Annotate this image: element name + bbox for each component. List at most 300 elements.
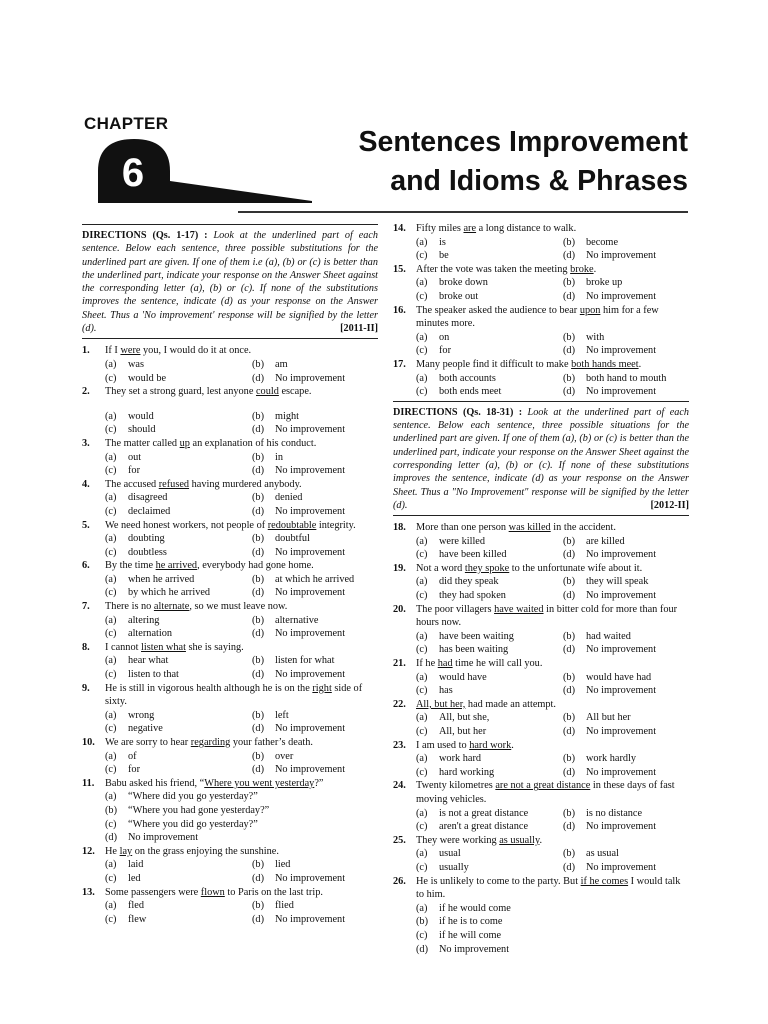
- option-letter: (c): [416, 861, 428, 873]
- question-stem: [393, 779, 689, 806]
- option-text: is: [439, 236, 446, 248]
- option-text: both ends meet: [439, 386, 502, 398]
- option-letter: (c): [416, 549, 428, 561]
- option-letter: (b): [252, 859, 265, 871]
- question-item: [393, 304, 689, 358]
- question-text: [105, 683, 362, 708]
- option-letter: (d): [563, 590, 576, 602]
- option-text: “Where you did go yesterday?”: [128, 818, 258, 830]
- option-c[interactable]: [416, 548, 563, 562]
- option-a[interactable]: [105, 532, 252, 546]
- option-text: would have: [439, 671, 487, 683]
- option-letter: (b): [252, 358, 265, 370]
- option-a[interactable]: [416, 331, 563, 345]
- option-a[interactable]: [105, 410, 252, 424]
- option-a[interactable]: [416, 807, 563, 821]
- question-text: [416, 835, 542, 846]
- question-stem: [82, 478, 378, 492]
- option-d[interactable]: [563, 820, 689, 834]
- directions-text: Look at the underlined part of each sentence. Below each sentence, three possible substitutions for the underlined part are given. If one of them i.e (a), (b) or (c) is better than the underlined part, indicate your response on the Answer Sheet against the corresponding letter (a), (b) or (c). If none of the substitutions improves the sentence, indicate (d) as your response on the Answer Sheet. Thus a 'No improvement' response will be signified by the letter (d).: [82, 230, 379, 335]
- options-grid: [82, 790, 378, 844]
- question-number: 10.: [82, 737, 95, 748]
- option-a[interactable]: [105, 899, 252, 913]
- option-letter: (b): [252, 410, 265, 422]
- option-text: lied: [275, 859, 291, 871]
- question-stem: [82, 641, 378, 655]
- option-text: they will speak: [586, 576, 649, 588]
- option-text: am: [275, 358, 288, 370]
- option-b[interactable]: [563, 807, 689, 821]
- option-b[interactable]: [252, 709, 378, 723]
- question-item: [393, 222, 689, 263]
- question-stem: [82, 845, 378, 859]
- option-a[interactable]: [416, 847, 563, 861]
- question-item: [393, 739, 689, 780]
- option-c[interactable]: [105, 872, 252, 886]
- option-a[interactable]: [105, 451, 252, 465]
- option-text: both accounts: [439, 372, 496, 384]
- option-letter: (a): [416, 576, 428, 588]
- option-a[interactable]: [105, 654, 252, 668]
- option-letter: (b): [563, 277, 576, 289]
- option-d[interactable]: [563, 290, 689, 304]
- option-d[interactable]: [252, 372, 378, 386]
- option-letter: (a): [105, 750, 117, 762]
- question-item: [82, 886, 378, 927]
- option-text: if he would come: [439, 902, 511, 914]
- option-d[interactable]: [252, 423, 378, 437]
- option-text: disagreed: [128, 492, 168, 504]
- option-c[interactable]: [105, 913, 252, 927]
- option-a[interactable]: [105, 358, 252, 372]
- option-text: usually: [439, 861, 469, 873]
- option-letter: (a): [105, 614, 117, 626]
- option-c[interactable]: [416, 249, 563, 263]
- option-text: No improvement: [275, 505, 346, 517]
- option-a[interactable]: [416, 630, 563, 644]
- option-b[interactable]: [252, 491, 378, 505]
- chapter-title-line-2: and Idioms & Phrases: [390, 165, 688, 197]
- option-text: if he will come: [439, 929, 502, 941]
- option-letter: (b): [563, 630, 576, 642]
- question-item: [393, 779, 689, 833]
- option-letter: (a): [416, 848, 428, 860]
- options-grid: [393, 575, 689, 602]
- question-text-after: , so we must leave now.: [189, 601, 288, 613]
- option-a[interactable]: [105, 790, 378, 804]
- option-text: doubtless: [128, 546, 167, 558]
- option-letter: (c): [416, 644, 428, 656]
- option-text: out: [128, 451, 142, 463]
- option-text: for: [439, 345, 452, 357]
- option-letter: (d): [252, 465, 265, 477]
- options-grid: [82, 614, 378, 641]
- question-stem: [393, 304, 689, 331]
- option-d[interactable]: [252, 464, 378, 478]
- option-b[interactable]: [563, 372, 689, 386]
- option-b[interactable]: [563, 711, 689, 725]
- option-b[interactable]: [563, 236, 689, 250]
- option-letter: (c): [105, 872, 117, 884]
- option-text: alternative: [275, 614, 319, 626]
- question-text-before: After the vote was taken the meeting: [416, 263, 571, 275]
- option-text: is not a great distance: [439, 807, 529, 819]
- option-d[interactable]: [252, 627, 378, 641]
- question-item: [82, 777, 378, 845]
- option-text: No improvement: [586, 685, 657, 697]
- question-stem: [393, 603, 689, 630]
- option-b[interactable]: [252, 410, 378, 424]
- option-b[interactable]: [563, 276, 689, 290]
- question-text-before: They were working: [416, 834, 500, 846]
- underlined-part: refused: [158, 478, 190, 490]
- option-c[interactable]: [105, 505, 252, 519]
- option-b[interactable]: [252, 858, 378, 872]
- question-text-after: .: [638, 358, 642, 370]
- underlined-part: were: [120, 345, 141, 357]
- option-b[interactable]: [563, 752, 689, 766]
- option-a[interactable]: [416, 575, 563, 589]
- options-grid: [82, 491, 378, 518]
- option-letter: (d): [252, 669, 265, 681]
- question-stem: [82, 600, 378, 614]
- option-text: No improvement: [586, 290, 657, 302]
- option-a[interactable]: [416, 372, 563, 386]
- option-letter: (c): [105, 372, 117, 384]
- option-letter: (c): [416, 590, 428, 602]
- underlined-part: redoubtable: [267, 519, 317, 531]
- question-text-after: .: [593, 263, 597, 275]
- underlined-part: flown: [200, 886, 225, 898]
- option-letter: (d): [563, 386, 576, 398]
- directions-reference: [2011-II]: [340, 323, 378, 335]
- option-text: they had spoken: [439, 590, 506, 602]
- option-letter: (d): [563, 861, 576, 873]
- option-letter: (c): [416, 726, 428, 737]
- option-c[interactable]: [105, 464, 252, 478]
- option-c[interactable]: [416, 643, 563, 657]
- option-letter: (d): [563, 685, 576, 697]
- question-number: 1.: [82, 345, 90, 357]
- question-text: [105, 642, 244, 653]
- question-text: [105, 345, 251, 356]
- question-text-after: an explanation of his conduct.: [189, 437, 317, 449]
- question-text-before: By the time: [105, 560, 156, 572]
- option-text: No improvement: [275, 723, 346, 735]
- question-text-after: time he will call you.: [452, 658, 543, 670]
- question-text-after: to the unfortunate wife about it.: [509, 562, 643, 574]
- option-text: for: [128, 764, 141, 776]
- underlined-part: alternate: [153, 601, 190, 613]
- option-b[interactable]: [252, 899, 378, 913]
- option-text: over: [275, 750, 294, 762]
- option-letter: (b): [563, 236, 576, 248]
- underlined-part: they spoke: [464, 562, 510, 574]
- question-text-after: having murdered anybody.: [189, 478, 302, 490]
- option-c[interactable]: [416, 290, 563, 304]
- question-stem: [393, 834, 689, 848]
- question-text: [105, 520, 356, 531]
- options-grid: [393, 752, 689, 779]
- option-letter: (a): [416, 236, 428, 248]
- chapter-label: CHAPTER: [84, 114, 169, 133]
- option-text: No improvement: [586, 644, 657, 656]
- option-a[interactable]: [416, 671, 563, 685]
- option-letter: (d): [563, 345, 576, 357]
- option-c[interactable]: [416, 861, 563, 875]
- underlined-part: are: [463, 223, 477, 234]
- option-letter: (a): [416, 277, 428, 289]
- question-item: [393, 562, 689, 603]
- question-text-after: .: [539, 834, 543, 846]
- option-letter: (d): [563, 644, 576, 656]
- question-stem: [393, 222, 689, 236]
- question-text: [416, 522, 616, 533]
- question-text: [416, 740, 514, 751]
- option-text: No improvement: [275, 872, 346, 884]
- option-c[interactable]: [416, 344, 563, 358]
- option-b[interactable]: [252, 451, 378, 465]
- directions-reference: [2012-II]: [650, 499, 689, 511]
- option-letter: (c): [105, 424, 117, 436]
- option-b[interactable]: [563, 671, 689, 685]
- question-text-before: Many people find it difficult to make: [416, 358, 572, 370]
- option-b[interactable]: [252, 573, 378, 587]
- option-text: has: [439, 685, 453, 697]
- option-text: fled: [128, 900, 145, 912]
- question-item: [82, 641, 378, 682]
- option-b[interactable]: [252, 358, 378, 372]
- option-d[interactable]: [563, 589, 689, 603]
- underlined-part: as usually: [499, 834, 540, 846]
- option-b[interactable]: [563, 331, 689, 345]
- option-letter: (a): [416, 902, 428, 914]
- option-text: might: [275, 410, 300, 422]
- question-number: 26.: [393, 875, 406, 887]
- option-letter: (d): [563, 726, 576, 737]
- option-letter: (b): [105, 804, 118, 816]
- question-stem: [82, 437, 378, 451]
- question-number: 7.: [82, 601, 90, 613]
- option-text: usual: [439, 848, 461, 860]
- option-text: “Where you had gone yesterday?”: [128, 804, 270, 816]
- option-letter: (c): [105, 723, 117, 735]
- question-text-after: she is saying.: [185, 641, 244, 653]
- option-d[interactable]: [563, 684, 689, 698]
- option-b[interactable]: [252, 532, 378, 546]
- options-grid: [82, 709, 378, 736]
- option-d[interactable]: [563, 344, 689, 358]
- option-b[interactable]: [252, 750, 378, 764]
- option-text: as usual: [586, 848, 619, 860]
- question-text: [105, 479, 302, 490]
- option-d[interactable]: [252, 505, 378, 519]
- question-number: 24.: [393, 780, 406, 792]
- option-b[interactable]: [563, 575, 689, 589]
- option-a[interactable]: [416, 902, 689, 916]
- question-item: [82, 736, 378, 777]
- option-b[interactable]: [105, 804, 378, 818]
- question-text-after: , everybody had gone home.: [197, 560, 314, 572]
- question-text: [105, 560, 314, 571]
- option-b[interactable]: [252, 614, 378, 628]
- question-text-before: Babu asked his friend, “: [105, 777, 205, 789]
- option-a[interactable]: [416, 535, 563, 549]
- option-d[interactable]: [563, 861, 689, 875]
- option-c[interactable]: [416, 725, 563, 739]
- option-d[interactable]: [252, 913, 378, 927]
- option-c[interactable]: [416, 929, 689, 943]
- question-text-after: him for a few minutes more.: [416, 304, 659, 330]
- option-c[interactable]: [105, 586, 252, 600]
- option-b[interactable]: [563, 630, 689, 644]
- question-item: [82, 845, 378, 886]
- option-d[interactable]: [563, 766, 689, 780]
- option-d[interactable]: [105, 831, 378, 845]
- option-letter: (a): [105, 410, 117, 422]
- underlined-part: both hands meet: [571, 358, 639, 370]
- question-text-after: had made an attempt.: [465, 698, 556, 710]
- left-column: [82, 222, 378, 926]
- question-text: [105, 778, 323, 789]
- option-d[interactable]: [252, 668, 378, 682]
- option-c[interactable]: [105, 627, 252, 641]
- option-d[interactable]: [563, 643, 689, 657]
- option-letter: (b): [252, 533, 265, 545]
- option-letter: (a): [105, 358, 117, 370]
- chapter-title: [359, 123, 688, 201]
- option-b[interactable]: [416, 915, 689, 929]
- question-number: 9.: [82, 682, 90, 694]
- option-letter: (a): [416, 372, 428, 384]
- option-d[interactable]: [563, 249, 689, 263]
- question-text: [416, 264, 596, 275]
- question-stem: [393, 875, 689, 902]
- underlined-part: had: [437, 658, 453, 670]
- option-letter: (d): [252, 723, 265, 735]
- option-letter: (d): [563, 250, 576, 262]
- option-a[interactable]: [105, 491, 252, 505]
- question-text-after: a long distance to walk.: [476, 223, 577, 234]
- option-letter: (d): [252, 505, 265, 517]
- option-d[interactable]: [416, 943, 689, 957]
- option-a[interactable]: [105, 750, 252, 764]
- option-c[interactable]: [105, 818, 378, 832]
- option-b[interactable]: [563, 535, 689, 549]
- option-text: No improvement: [275, 465, 346, 477]
- option-a[interactable]: [416, 236, 563, 250]
- question-item: [82, 600, 378, 641]
- option-text: would: [128, 410, 154, 422]
- option-text: No improvement: [586, 766, 657, 778]
- question-item: [82, 478, 378, 519]
- option-text: All, but she,: [439, 712, 490, 724]
- underlined-part: upon: [579, 304, 601, 316]
- option-b[interactable]: [563, 847, 689, 861]
- option-c[interactable]: [105, 668, 252, 682]
- option-c[interactable]: [105, 722, 252, 736]
- underlined-part: Where you went yesterday: [204, 777, 315, 789]
- question-text: [416, 780, 675, 805]
- option-text: No improvement: [586, 590, 657, 602]
- option-a[interactable]: [416, 276, 563, 290]
- option-letter: (b): [563, 671, 576, 683]
- option-letter: (c): [105, 764, 117, 776]
- option-c[interactable]: [105, 423, 252, 437]
- option-d[interactable]: [252, 763, 378, 777]
- question-text-after: in the accident.: [550, 522, 616, 534]
- chapter-number: 6: [121, 151, 145, 195]
- option-a[interactable]: [105, 573, 252, 587]
- option-d[interactable]: [563, 548, 689, 562]
- option-c[interactable]: [416, 385, 563, 399]
- question-text: [416, 699, 556, 710]
- question-item: [393, 263, 689, 304]
- option-c[interactable]: [416, 766, 563, 780]
- option-text: both hand to mouth: [586, 372, 667, 384]
- chapter-title-line-1: Sentences Improvement: [358, 126, 688, 158]
- question-text: [416, 604, 677, 629]
- option-a[interactable]: [416, 752, 563, 766]
- option-d[interactable]: [252, 586, 378, 600]
- question-stem: [82, 777, 378, 791]
- option-c[interactable]: [416, 684, 563, 698]
- option-text: was: [128, 358, 145, 370]
- option-a[interactable]: [105, 709, 252, 723]
- question-stem: [393, 698, 689, 712]
- option-d[interactable]: [252, 872, 378, 886]
- options-grid: [82, 750, 378, 777]
- option-letter: (a): [105, 709, 117, 721]
- underlined-part: he arrived: [155, 560, 198, 572]
- option-c[interactable]: [105, 372, 252, 386]
- option-text: laid: [128, 859, 144, 871]
- option-text: No improvement: [128, 832, 199, 844]
- question-number: 21.: [393, 658, 406, 670]
- option-c[interactable]: [416, 820, 563, 834]
- option-c[interactable]: [416, 589, 563, 603]
- question-number: 17.: [393, 358, 406, 370]
- question-text-after: on the grass enjoying the sunshine.: [132, 845, 279, 857]
- option-b[interactable]: [252, 654, 378, 668]
- question-number: 13.: [82, 886, 95, 898]
- option-letter: (a): [416, 671, 428, 683]
- question-number: 20.: [393, 603, 406, 615]
- option-text: All, but her: [439, 726, 487, 737]
- option-c[interactable]: [105, 546, 252, 560]
- option-letter: (c): [416, 766, 428, 778]
- option-d[interactable]: [252, 722, 378, 736]
- question-item: [82, 519, 378, 560]
- question-text: [105, 846, 279, 857]
- option-letter: (d): [252, 546, 265, 558]
- option-d[interactable]: [563, 725, 689, 739]
- option-letter: (d): [563, 290, 576, 302]
- question-text-before: The matter called: [105, 437, 180, 449]
- question-stem: [393, 562, 689, 576]
- option-text: flew: [128, 913, 147, 925]
- question-text-after: you, I would do it at once.: [140, 345, 252, 357]
- option-c[interactable]: [105, 763, 252, 777]
- underlined-part: up: [179, 437, 190, 449]
- option-a[interactable]: [416, 711, 563, 725]
- option-d[interactable]: [252, 546, 378, 560]
- option-a[interactable]: [105, 858, 252, 872]
- option-d[interactable]: [563, 385, 689, 399]
- option-text: doubting: [128, 533, 165, 545]
- question-text: [105, 887, 323, 898]
- option-a[interactable]: [105, 614, 252, 628]
